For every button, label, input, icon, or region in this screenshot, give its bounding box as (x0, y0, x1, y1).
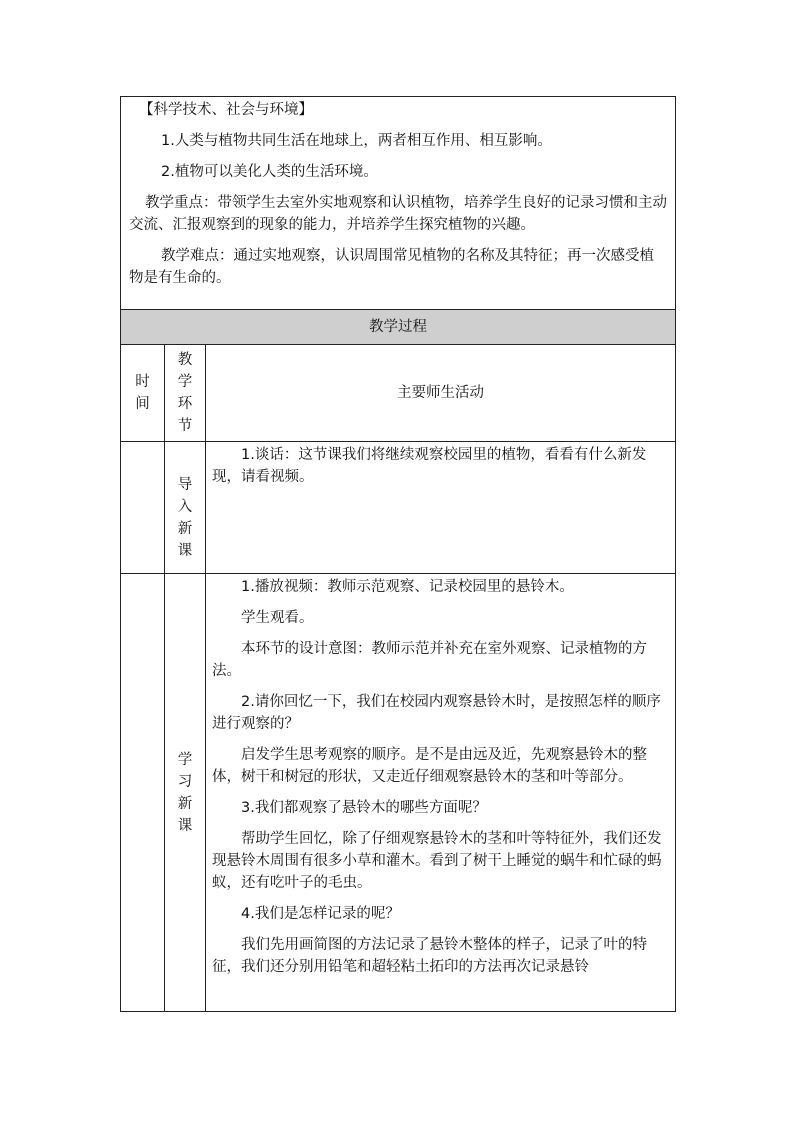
column-header-row (121, 345, 676, 442)
new-lesson-activity-cell (206, 574, 676, 1012)
intro-row (121, 442, 676, 574)
stage-column-header: 教 学 环 节 (165, 345, 206, 442)
new-lesson-paragraph-7: 帮助学生回忆，除了仔细观察悬铃木的茎和叶等特征外，我们还发现悬铃木周围有很多小草和灌木。看到了树干上睡觉的蜗牛和忙碌的蚂蚁，还有吃叶子的毛虫。 (212, 831, 662, 891)
process-header-row (121, 310, 676, 345)
process-header: 教学过程 (121, 310, 676, 345)
section-heading: 【科学技术、社会与环境】 (139, 102, 313, 118)
objectives-row (121, 97, 676, 310)
intro-paragraph-1: 1.谈话：这节课我们将继续观察校园里的植物，看看有什么新发现，请看视频。 (212, 447, 647, 485)
lesson-plan-table (120, 96, 676, 1012)
new-lesson-stage-label: 学 习 新 课 (165, 574, 206, 1012)
new-lesson-paragraph-1: 1.播放视频：教师示范观察、记录校园里的悬铃木。 (212, 579, 574, 595)
key-points: 教学重点：带领学生去室外实地观察和认识植物，培养学生良好的记录习惯和主动交流、汇报观察到的现象的能力，并培养学生探究植物的兴趣。 (129, 195, 667, 233)
new-lesson-paragraph-6: 3.我们都观察了悬铃木的哪些方面呢？ (212, 800, 487, 816)
lesson-plan-page (120, 96, 675, 1012)
time-column-header: 时 间 (121, 345, 165, 442)
difficulties: 教学难点：通过实地观察，认识周围常见植物的名称及其特征；再一次感受植物是有生命的。 (129, 248, 654, 286)
new-lesson-paragraph-8: 4.我们是怎样记录的呢？ (212, 906, 400, 922)
new-lesson-row (121, 574, 676, 1012)
new-lesson-paragraph-9: 我们先用画简图的方法记录了悬铃木整体的样子，记录了叶的特征，我们还分别用铅笔和超轻粘土拓印的方法再次记录悬铃 (212, 937, 647, 975)
new-lesson-paragraph-5: 启发学生思考观察的顺序。是不是由远及近，先观察悬铃木的整体，树干和树冠的形状，又走近仔细观察悬铃木的茎和叶等部分。 (212, 747, 647, 785)
intro-activity-cell (206, 442, 676, 574)
intro-time-cell (121, 442, 165, 574)
activity-column-header: 主要师生活动 (206, 345, 676, 442)
new-lesson-time-cell (121, 574, 165, 1012)
objective-line-1: 1.人类与植物共同生活在地球上，两者相互作用、相互影响。 (161, 133, 552, 149)
new-lesson-paragraph-4: 2.请你回忆一下，我们在校园内观察悬铃木时，是按照怎样的顺序进行观察的？ (212, 694, 661, 732)
new-lesson-paragraph-3: 本环节的设计意图：教师示范并补充在室外观察、记录植物的方法。 (212, 641, 647, 679)
objective-line-2: 2.植物可以美化人类的生活环境。 (161, 164, 378, 180)
intro-stage-label: 导 入 新 课 (165, 442, 206, 574)
new-lesson-paragraph-2: 学生观看。 (212, 610, 314, 626)
objectives-cell (121, 97, 676, 310)
